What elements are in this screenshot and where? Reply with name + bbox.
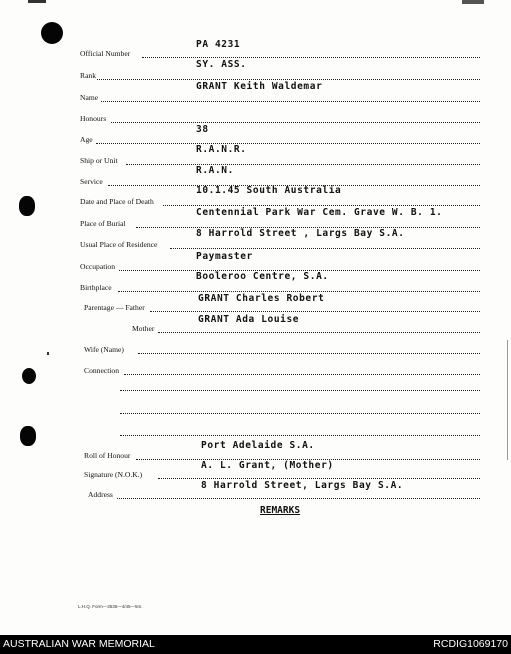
field-value-date-place-of-death: 10.1.45 South Australia	[196, 185, 342, 196]
field-rule-age	[96, 143, 480, 144]
field-rule-father	[150, 311, 480, 312]
field-value-service: R.A.N.	[196, 165, 234, 176]
field-rule-connection	[124, 374, 480, 375]
field-value-rank: SY. ASS.	[196, 59, 247, 70]
punch-hole-top	[41, 22, 63, 44]
field-rule-date-place-of-death	[163, 205, 480, 206]
field-rule-signature	[158, 478, 480, 479]
field-label-address: Address	[88, 490, 113, 499]
punch-hole-lower	[20, 426, 36, 446]
scan-mark	[28, 0, 46, 3]
punch-hole-middle	[22, 368, 36, 384]
field-value-usual-residence: 8 Harrold Street , Largs Bay S.A.	[196, 228, 405, 239]
field-value-signature: A. L. Grant, (Mother)	[201, 460, 334, 471]
field-value-place-of-burial: Centennial Park War Cem. Grave W. B. 1.	[196, 207, 443, 218]
field-value-age: 38	[196, 124, 209, 135]
field-rule-name	[101, 101, 480, 102]
field-rule-official-number	[142, 57, 480, 58]
field-label-father: Parentage — Father	[84, 303, 145, 312]
field-value-occupation: Paymaster	[196, 251, 253, 262]
field-label-birthplace: Birthplace	[80, 283, 112, 292]
field-label-honours: Honours	[80, 114, 107, 123]
field-label-place-of-burial: Place of Burial	[80, 219, 126, 228]
field-rule-usual-residence	[170, 248, 480, 249]
field-rule-birthplace	[118, 291, 480, 292]
field-label-wife: Wife (Name)	[84, 345, 124, 354]
field-value-father: GRANT Charles Robert	[198, 293, 325, 304]
printer-note: L.H.Q. Form—3535—4/45—5m.	[78, 604, 143, 609]
field-rule-rank	[97, 79, 480, 80]
field-label-date-place-of-death: Date and Place of Death	[80, 197, 154, 206]
field-label-mother: Mother	[132, 324, 155, 333]
field-rule-ship-or-unit	[126, 164, 480, 165]
field-label-usual-residence: Usual Place of Residence	[80, 240, 158, 249]
field-value-official-number: PA 4231	[196, 39, 241, 50]
field-label-signature: Signature (N.O.K.)	[84, 470, 143, 479]
field-value-roll-of-honour: Port Adelaide S.A.	[201, 440, 315, 451]
field-label-official-number: Official Number	[80, 49, 131, 58]
field-label-rank: Rank	[80, 71, 97, 80]
connection-extra-rule	[120, 390, 480, 391]
scan-mark	[507, 340, 508, 460]
field-rule-honours	[111, 122, 480, 123]
connection-extra-rule	[120, 413, 480, 414]
field-label-ship-or-unit: Ship or Unit	[80, 156, 118, 165]
punch-hole-upper	[19, 196, 35, 216]
field-value-name: GRANT Keith Waldemar	[196, 81, 323, 92]
field-rule-mother	[158, 332, 480, 333]
field-label-connection: Connection	[84, 366, 120, 375]
field-rule-address	[117, 498, 480, 499]
field-label-age: Age	[80, 135, 93, 144]
archive-footer	[0, 635, 511, 654]
field-label-occupation: Occupation	[80, 262, 116, 271]
field-label-service: Service	[80, 177, 103, 186]
remarks-heading: REMARKS	[260, 505, 301, 516]
connection-extra-rule	[120, 435, 480, 436]
field-value-address: 8 Harrold Street, Largs Bay S.A.	[201, 480, 404, 491]
field-value-ship-or-unit: R.A.N.R.	[196, 144, 247, 155]
field-label-name: Name	[80, 93, 99, 102]
field-value-mother: GRANT Ada Louise	[198, 314, 300, 325]
footer-institution: AUSTRALIAN WAR MEMORIAL	[3, 638, 155, 650]
field-rule-wife	[138, 353, 480, 354]
field-value-birthplace: Booleroo Centre, S.A.	[196, 271, 329, 282]
field-label-roll-of-honour: Roll of Honour	[84, 451, 131, 460]
scan-mark	[462, 0, 484, 4]
scan-mark	[47, 352, 49, 355]
footer-record-id: RCDIG1069170	[433, 638, 508, 650]
